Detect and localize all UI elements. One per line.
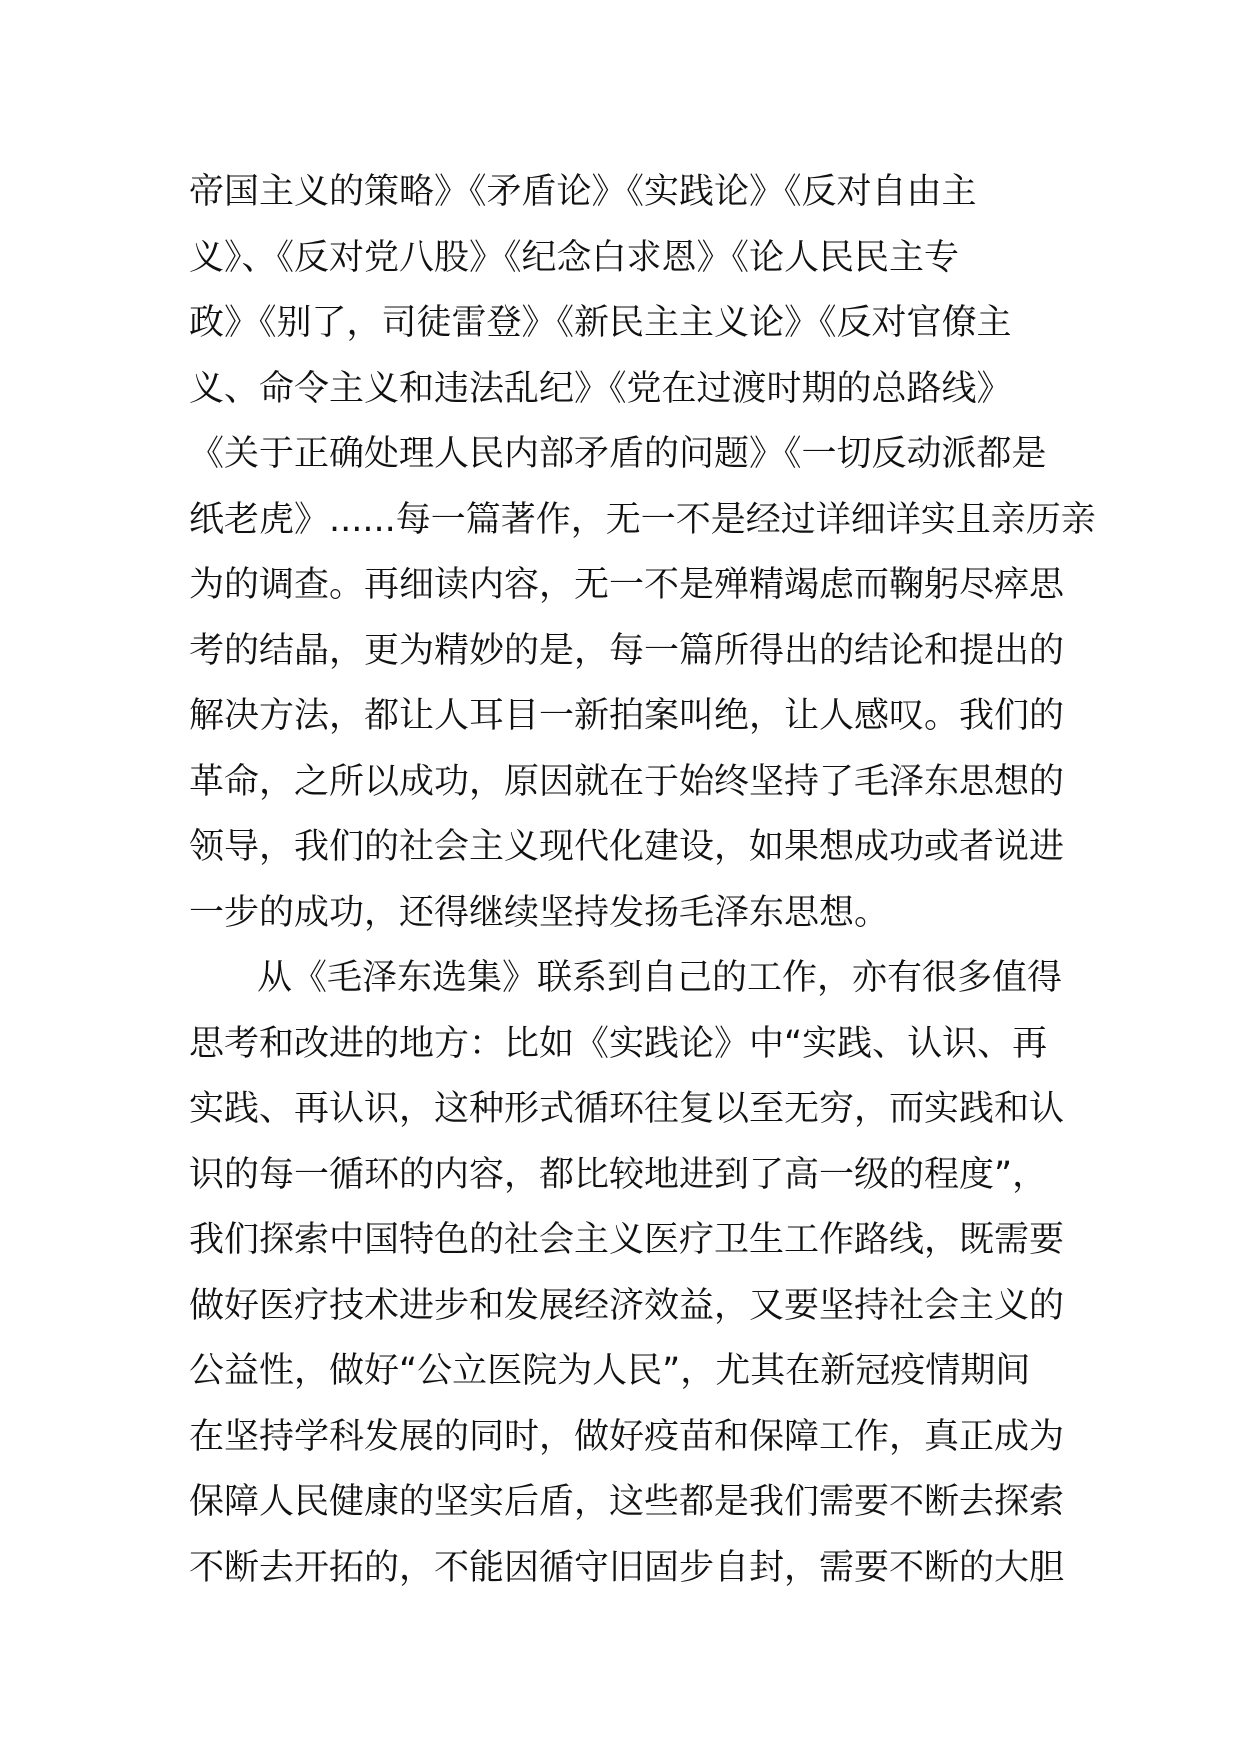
text-line: 解决方法，都让人耳目一新拍案叫绝，让人感叹。我们的 [189, 696, 1065, 736]
text-line: 领导，我们的社会主义现代化建设，如果想成功或者说进 [189, 827, 1065, 867]
text-line: 帝国主义的策略》《矛盾论》《实践论》《反对自由主 [189, 172, 977, 212]
body-text [189, 160, 1096, 1601]
text-line: 革命，之所以成功，原因就在于始终坚持了毛泽东思想的 [189, 761, 1065, 802]
text-line: 纸老虎》......每一篇著作，无一不是经过详细详实且亲历亲 [189, 499, 1096, 540]
text-line: 为的调查。再细读内容，无一不是殚精竭虑而鞠躬尽瘁思 [189, 565, 1065, 605]
text-line: 政》《别了，司徒雷登》《新民主主义论》《反对官僚主 [189, 303, 1012, 343]
text-line: 在坚持学科发展的同时，做好疫苗和保障工作，真正成为 [189, 1416, 1065, 1457]
text-line: 思考和改进的地方：比如《实践论》中“实践、认识、再 [189, 1023, 1048, 1064]
text-line: 《关于正确处理人民内部矛盾的问题》《一切反动派都是 [189, 434, 1047, 474]
text-line: 义》、《反对党八股》《纪念白求恩》《论人民民主专 [189, 237, 960, 278]
text-line: 我们探索中国特色的社会主义医疗卫生工作路线，既需要 [189, 1220, 1065, 1260]
text-line: 公益性，做好“公立医院为人民”，尤其在新冠疫情期间 [189, 1351, 1031, 1391]
text-line: 不断去开拓的，不能因循守旧固步自封，需要不断的大胆 [189, 1547, 1065, 1588]
paragraph-first-line: 从《毛泽东选集》联系到自己的工作，亦有很多值得 [257, 958, 1063, 998]
text-line: 考的结晶，更为精妙的是，每一篇所得出的结论和提出的 [189, 630, 1065, 671]
text-line: 义、命令主义和违法乱纪》《党在过渡时期的总路线》 [189, 368, 1012, 409]
text-line: 保障人民健康的坚实后盾，这些都是我们需要不断去探索 [189, 1482, 1065, 1522]
text-line: 做好医疗技术进步和发展经济效益，又要坚持社会主义的 [189, 1285, 1065, 1326]
text-line: 识的每一循环的内容，都比较地进到了高一级的程度”， [189, 1154, 1048, 1195]
text-line: 一步的成功，还得继续坚持发扬毛泽东思想。 [189, 892, 890, 933]
text-line: 实践、再认识，这种形式循环往复以至无穷，而实践和认 [189, 1089, 1065, 1129]
